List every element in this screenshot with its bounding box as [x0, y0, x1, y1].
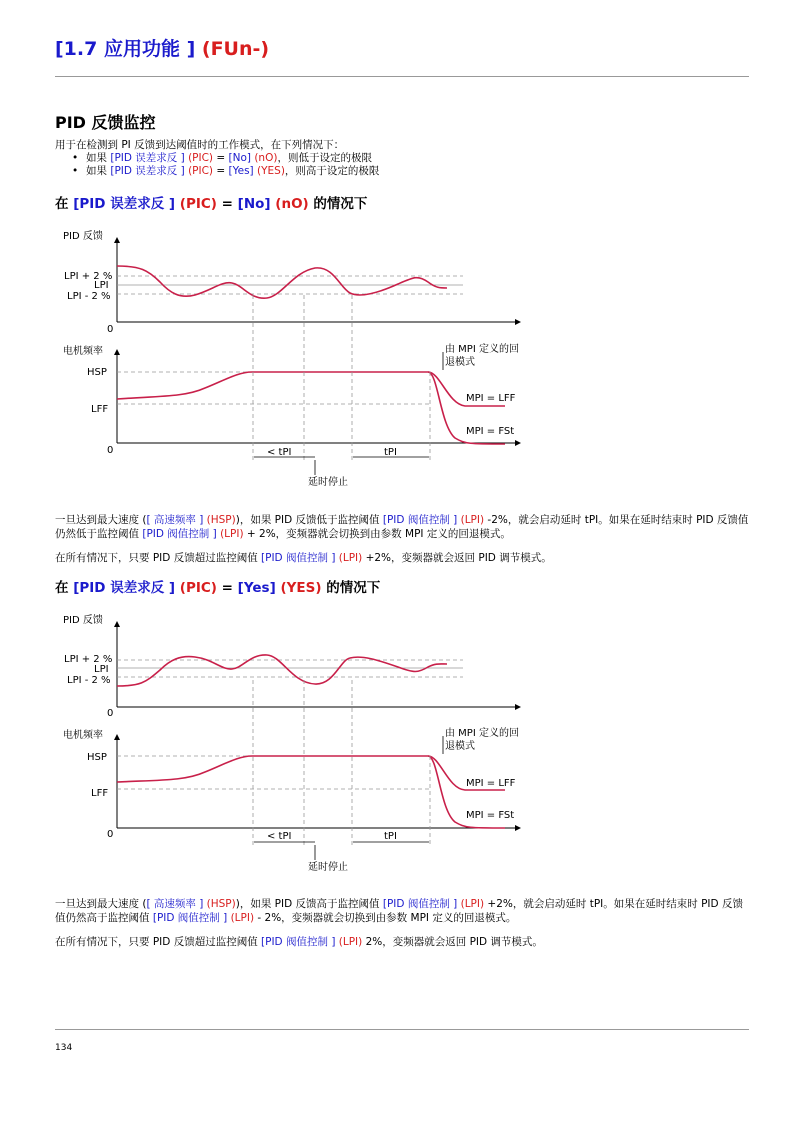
case-heading-no: 在 [PID 误差求反 ] (PIC) = [No] (nO) 的情况下 — [55, 196, 368, 212]
label-mpi-2: 退模式 — [445, 741, 475, 752]
paragraph: 在所有情况下，只要 PID 反馈超过监控阈值 [PID 阀值控制 ] (LPI) 2%，变频器就会返回 PID 调节模式。 — [55, 936, 543, 948]
header-title: [1.7 应用功能 ] — [55, 38, 196, 60]
label-lpi-minus: LPI - 2 % — [67, 675, 111, 686]
label-mpi-fst: MPI = FSt — [466, 426, 515, 437]
intro-text: 用于在检测到 PI 反馈到达阈值时的工作模式，在下列情况下： — [55, 139, 345, 151]
pid-feedback-curve — [117, 266, 447, 298]
label-mpi: 由 MPI 定义的回 — [445, 344, 519, 355]
diagram-yes-case — [63, 613, 519, 873]
case-heading-yes: 在 [PID 误差求反 ] (PIC) = [Yes] (YES) 的情况下 — [55, 580, 381, 596]
frequency-curve — [117, 756, 505, 790]
section-title: PID 反馈监控 — [55, 113, 156, 132]
label-lpi-plus: LPI + 2 % — [64, 271, 113, 282]
axis-label-freq: 电机频率 — [63, 730, 103, 741]
label-hsp: HSP — [87, 367, 107, 378]
label-lt-tpi: < tPI — [267, 831, 292, 842]
axis-label-pid: PID 反馈 — [63, 231, 103, 242]
label-lff: LFF — [91, 404, 109, 415]
axis-label-freq: 电机频率 — [63, 346, 103, 357]
label-mpi-fst: MPI = FSt — [466, 810, 515, 821]
label-hsp: HSP — [87, 752, 107, 763]
bullet-item: • 如果 [PID 误差求反 ] (PIC) = [Yes] (YES)，则高于设定的极限 — [72, 165, 380, 177]
frequency-curve — [117, 372, 505, 406]
label-lpi-minus: LPI - 2 % — [67, 291, 111, 302]
label-lff: LFF — [91, 788, 109, 799]
label-mpi: 由 MPI 定义的回 — [445, 728, 519, 739]
label-zero: 0 — [107, 829, 114, 840]
paragraph: 一旦达到最大速度 ([ 高速频率 ] (HSP))，如果 PID 反馈高于监控阈值 [PID 阀值控制 ] (LPI) +2%，就会启动延时 tPI。如果在延时结束时 PID 反馈值仍然高于监控阈值 [PID 阀值控制 ] (LPI) - 2%，变频器就会切换到由参数 MPI 定义的回退模式。 — [55, 898, 743, 924]
label-lpi: LPI — [94, 280, 109, 291]
header-code: (FUn-) — [201, 38, 270, 60]
label-zero: 0 — [107, 324, 114, 335]
paragraph: 一旦达到最大速度 ([ 高速频率 ] (HSP))，如果 PID 反馈低于监控阈值 [PID 阀值控制 ] (LPI) -2%，就会启动延时 tPI。如果在延时结束时 PID 反馈值仍然低于监控阈值 [PID 阀值控制 ] (LPI) + 2%，变频器就会切换到由参数 MPI 定义的回退模式。 — [55, 514, 749, 540]
label-tpi: tPI — [384, 831, 397, 842]
label-delay-stop: 延时停止 — [308, 862, 348, 873]
bullet-item: • 如果 [PID 误差求反 ] (PIC) = [No] (nO)，则低于设定的极限 — [72, 152, 372, 164]
paragraph: 在所有情况下，只要 PID 反馈超过监控阈值 [PID 阀值控制 ] (LPI) +2%，变频器就会返回 PID 调节模式。 — [55, 552, 552, 564]
vertical-markers — [253, 295, 430, 460]
label-lt-tpi: < tPI — [267, 447, 292, 458]
label-mpi-lff: MPI = LFF — [466, 778, 516, 789]
label-lpi-plus: LPI + 2 % — [64, 654, 113, 665]
label-mpi-lff: MPI = LFF — [466, 393, 516, 404]
label-zero: 0 — [107, 708, 114, 719]
label-lpi: LPI — [94, 664, 109, 675]
page-number: 134 — [55, 1043, 73, 1053]
label-delay-stop: 延时停止 — [308, 477, 348, 488]
label-zero: 0 — [107, 445, 114, 456]
label-mpi-2: 退模式 — [445, 357, 475, 368]
axis-label-pid: PID 反馈 — [63, 615, 103, 626]
footer-rule — [55, 1029, 749, 1030]
label-tpi: tPI — [384, 447, 397, 458]
